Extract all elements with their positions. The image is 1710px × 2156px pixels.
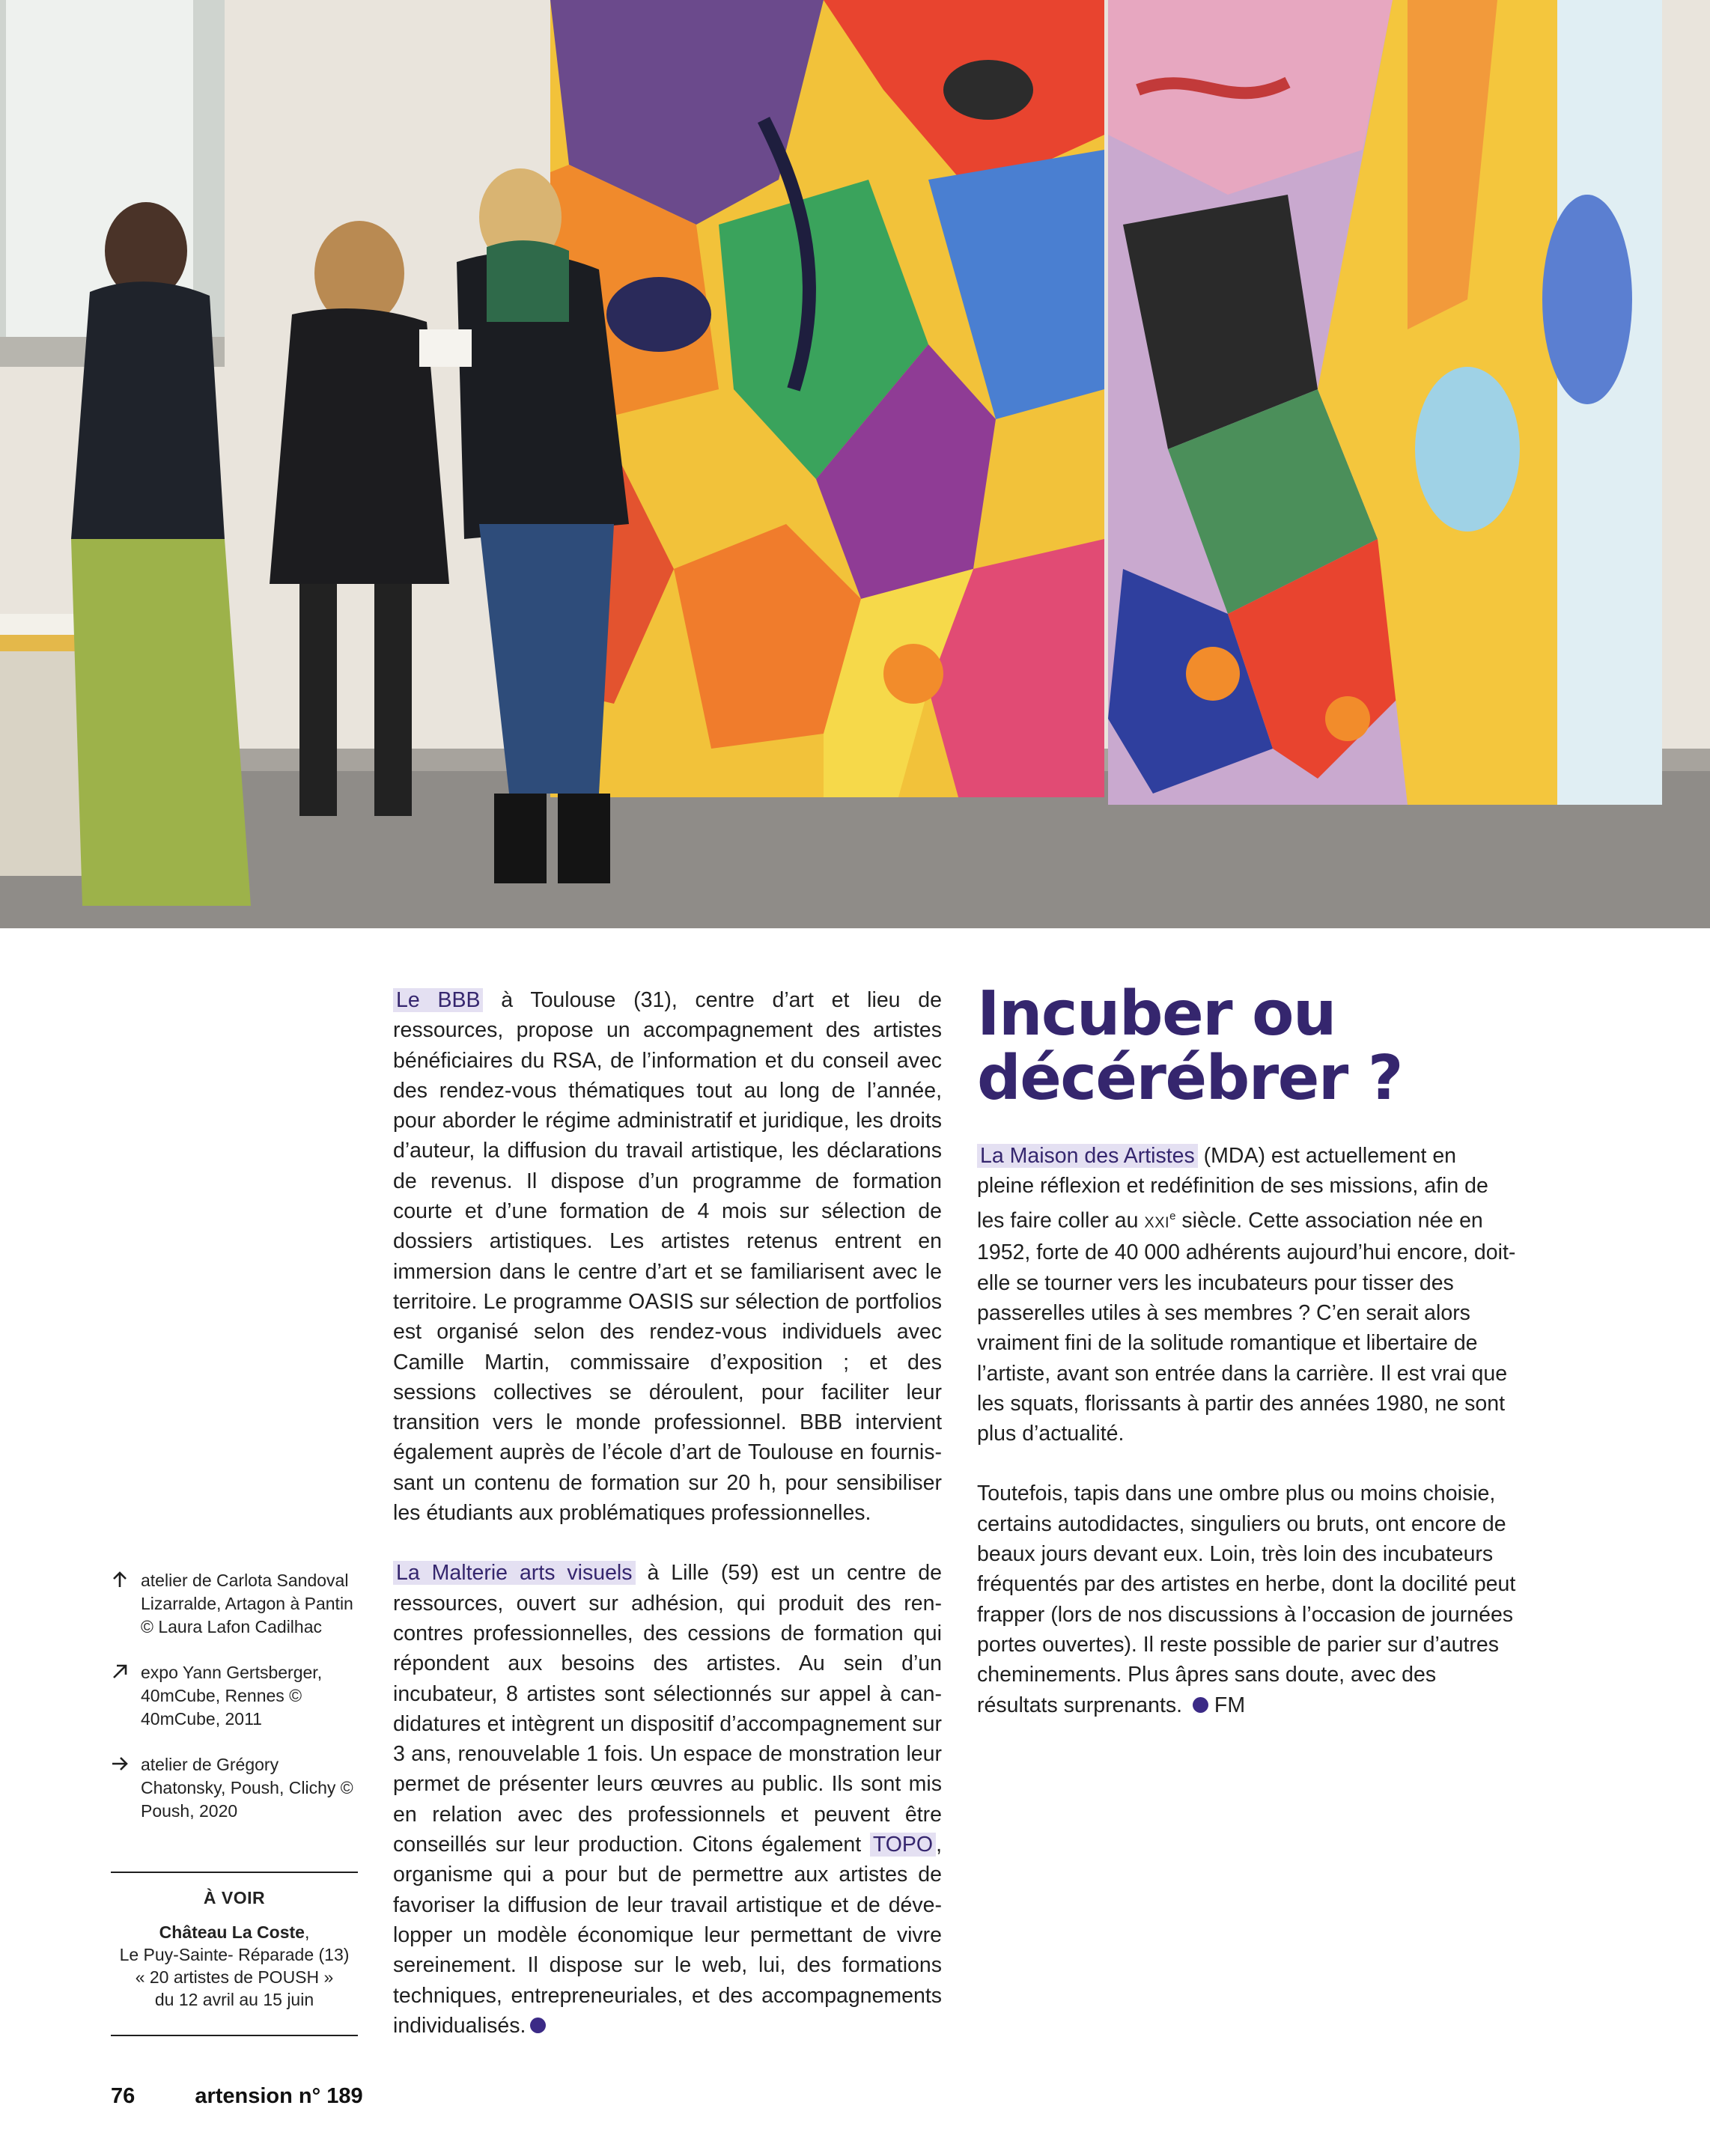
- paragraph-malterie: [393, 1558, 942, 2041]
- right-body: [977, 1141, 1516, 1720]
- headline-line-1: Incuber ou: [977, 978, 1336, 1050]
- caption-3-text: atelier de Grégory Chatonsky, Poush, Clichy © Poush, 2020: [141, 1755, 353, 1821]
- paragraph-mda: [977, 1141, 1516, 1449]
- signature-dot-icon: [1193, 1697, 1208, 1713]
- hero-photo: [0, 0, 1710, 928]
- paragraph-toutefois-text: Toutefois, tapis dans une ombre plus ou moins choisie, certains autodidactes, singuliers ou bruts, ont encore de beaux jours devant eux. Loin, très loin des incubateurs fréquentés par des artistes en herbe, dont la docilité peut frapper (lors de nos discussions à l’occasion de journées portes ouvertes). Il reste possible de parier sur d’autres cheminements. Plus âpres sans doute, avec des résultats surprenants.: [977, 1482, 1516, 1717]
- headline-line-2: décérébrer ?: [977, 1043, 1402, 1114]
- a-voir-show: « 20 artistes de POUSH »: [135, 1967, 334, 1987]
- paragraph-toutefois: [977, 1479, 1516, 1720]
- paragraph-bbb: [393, 985, 942, 1528]
- paragraph-malterie-text-2: , organisme qui a pour but de permettre aux artistes de favoriser la diffusion de leur travail artistique et de développer un modèle économique leur permettant de vivre sereinement. Il dispose sur le web, lui, des formations techniques, entrepreneuriales, et des accompagnements individualisés.: [393, 1833, 942, 2038]
- page-number: 76: [111, 2084, 136, 2108]
- painting-right: [1108, 0, 1662, 805]
- end-dot-icon: [530, 2018, 546, 2033]
- author-signature: FM: [1214, 1693, 1246, 1717]
- sidebar-rule-bottom: [111, 2035, 358, 2036]
- century-numeral: XXI: [1144, 1214, 1170, 1231]
- caption-1-text: atelier de Carlota Sandoval Lizarralde, Artagon à Pantin © Laura Lafon Cadilhac: [141, 1571, 353, 1636]
- photo-illustration: [0, 0, 1710, 928]
- link-le-bbb[interactable]: Le BBB: [393, 988, 483, 1012]
- caption-2: [111, 1661, 358, 1731]
- caption-1: [111, 1569, 358, 1639]
- a-voir-title: À VOIR: [203, 1888, 266, 1907]
- link-maison-des-artistes[interactable]: La Maison des Artistes: [977, 1144, 1198, 1168]
- a-voir-dates: du 12 avril au 15 juin: [154, 1990, 314, 2009]
- photo-captions: [111, 1569, 358, 1845]
- article-column-middle: [393, 985, 942, 2041]
- a-voir-venue-suffix: ,: [304, 1922, 310, 1942]
- painting-left: [550, 0, 1104, 797]
- a-voir-location: Le Puy-Sainte- Réparade (13): [119, 1945, 350, 1964]
- century-suffix: e: [1169, 1209, 1176, 1222]
- sidebar-rule-top: [111, 1872, 358, 1873]
- paragraph-malterie-text: à Lille (59) est un centre de ressources, ouvert sur adhésion, qui produit des rencontres professionnelles, des cessions de formation qui répondent aux besoins des artistes. Au sein d’un incubateur, 8 artistes sont sélectionnés sur appel à candidatures et intègrent un dispositif d’accompagnement sur 3 ans, renouvelable 1 fois. Un espace de monstration leur permet de présenter leurs œuvres au public. Ils sont mis en relation avec des professionnels et peuvent être conseillés sur leur production. Citons également: [393, 1561, 942, 1857]
- article-column-right: [977, 978, 1516, 1720]
- arrow-up-right-icon: [111, 1663, 129, 1681]
- caption-3: [111, 1753, 358, 1823]
- link-topo[interactable]: TOPO: [870, 1833, 936, 1857]
- a-voir-box: [111, 1886, 358, 2011]
- arrow-up-icon: [111, 1571, 129, 1589]
- link-la-malterie[interactable]: La Malterie arts visuels: [393, 1561, 636, 1585]
- paragraph-mda-text-b: siècle. Cette association née en 1952, forte de 40 000 adhérents aujourd’hui encore, doit-elle se tourner vers les incubateurs pour tisser des passerelles utiles à ses membres ? C’en serait alors vraiment fini de la solitude romantique et libertaire de l’artiste, avant son entrée dans la carrière. Il est vrai que les squats, florissants à partir des années 1980, ne sont plus d’actualité.: [977, 1208, 1516, 1446]
- paragraph-bbb-text: à Toulouse (31), centre d’art et lieu de ressources, propose un accompagnement des artistes bénéficiaires du RSA, de l’information et du conseil avec des rendez-vous thématiques tout au long de l’année, pour aborder le régime administratif et juridique, les droits d’auteur, la diffusion du travail artistique, les déclarations de revenus. Il dispose d’un programme de formation courte et d’une formation de 4 mois sur sélection de dossiers artistiques. Les artistes retenus entrent en immersion dans le centre d’art et se familiarisent avec le territoire. Le programme OASIS sur sélection de portfolios est organisé selon des rendez-vous individuels avec Camille Martin, commissaire d’exposition ; et des sessions collectives se déroulent, pour faciliter leur transition vers le monde professionnel. BBB intervient également auprès de l’école d’art de Toulouse en fournissant un contenu de formation sur 20 h, pour sensibiliser les étudiants aux problématiques professionnelles.: [393, 988, 942, 1526]
- a-voir-venue: Château La Coste: [159, 1922, 305, 1942]
- caption-2-text: expo Yann Gertsberger, 40mCube, Rennes © 40mCube, 2011: [141, 1663, 323, 1729]
- arrow-right-icon: [111, 1755, 129, 1773]
- magazine-issue: artension n° 189: [195, 2084, 363, 2108]
- section-headline: [977, 978, 1516, 1114]
- paragraph-mda-text-a: (MDA) est actuellement en pleine réflexion et redéfinition de ses missions, afin de les faire coller au: [977, 1144, 1488, 1233]
- page-footer: [111, 2084, 363, 2109]
